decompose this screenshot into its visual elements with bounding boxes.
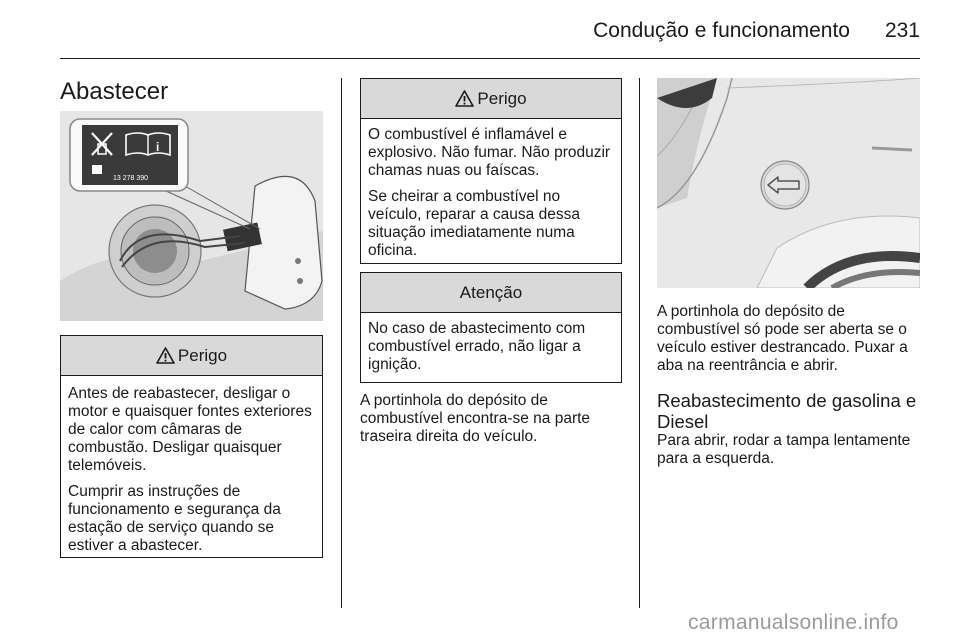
warning-box-body	[61, 376, 322, 563]
column-divider-left	[341, 78, 342, 608]
warning-triangle-icon	[156, 347, 175, 364]
warning-box-fuel-safety	[60, 335, 323, 558]
warning-box-body	[361, 119, 621, 268]
notice-paragraph: No caso de abastecimento com combustível errado, não ligar a ignição.	[368, 320, 586, 373]
fuel-flap-label-illustration	[60, 111, 323, 321]
warning-triangle-icon	[455, 90, 474, 107]
page-number: 231	[884, 19, 920, 42]
cap-open-instructions: Para abrir, rodar a tampa lentamente para a esquerda.	[657, 432, 911, 467]
section-title: Abastecer	[60, 78, 169, 105]
refuelling-subheading: Reabastecimento de gasolina e Diesel	[657, 390, 917, 432]
fuel-flap-location-text: A portinhola do depósito de combustível encontra-se na parte traseira direita do veículo.	[360, 392, 591, 445]
notice-box-body	[361, 313, 621, 382]
warning-box-header	[61, 336, 322, 376]
warning-box-title: Perigo	[477, 88, 527, 108]
header-divider	[60, 58, 920, 59]
fuel-flap-open-image	[60, 111, 323, 321]
watermark-text: carmanualsonline.info	[688, 611, 899, 634]
warning-paragraph: Cumprir as instruções de funcionamento e segurança da estação de serviço quando se estiver a abastecer.	[68, 483, 281, 554]
warning-box-title: Perigo	[177, 345, 228, 365]
warning-paragraph: Antes de reabastecer, desligar o motor e quaisquer fontes exteriores de calor com câmaras de combustão. Desligar quaisquer telemóveis.	[68, 385, 312, 474]
notice-box-header	[361, 273, 621, 313]
fuel-flap-car-illustration	[657, 78, 920, 288]
fuel-flap-open-instructions: A portinhola do depósito de combustível só pode ser aberta se o veículo estiver destrancado. Puxar a aba na reentrância e abrir.	[657, 303, 908, 374]
notice-box-title: Atenção	[459, 282, 523, 302]
column-divider-right	[639, 78, 640, 608]
notice-box-wrong-fuel	[360, 272, 622, 383]
warning-paragraph: Se cheirar a combustível no veículo, reparar a causa dessa situação imediatamente numa oficina.	[368, 188, 580, 259]
running-header-title: Condução e funcionamento	[593, 19, 850, 42]
warning-box-header	[361, 79, 621, 119]
car-rear-quarter-image	[657, 78, 920, 288]
warning-paragraph: O combustível é inflamável e explosivo. Não fumar. Não produzir chamas nuas ou faíscas.	[368, 126, 611, 179]
warning-box-flammable	[360, 78, 622, 264]
label-code: 13 278 390	[113, 175, 149, 182]
svg-text:i: i	[156, 140, 160, 154]
